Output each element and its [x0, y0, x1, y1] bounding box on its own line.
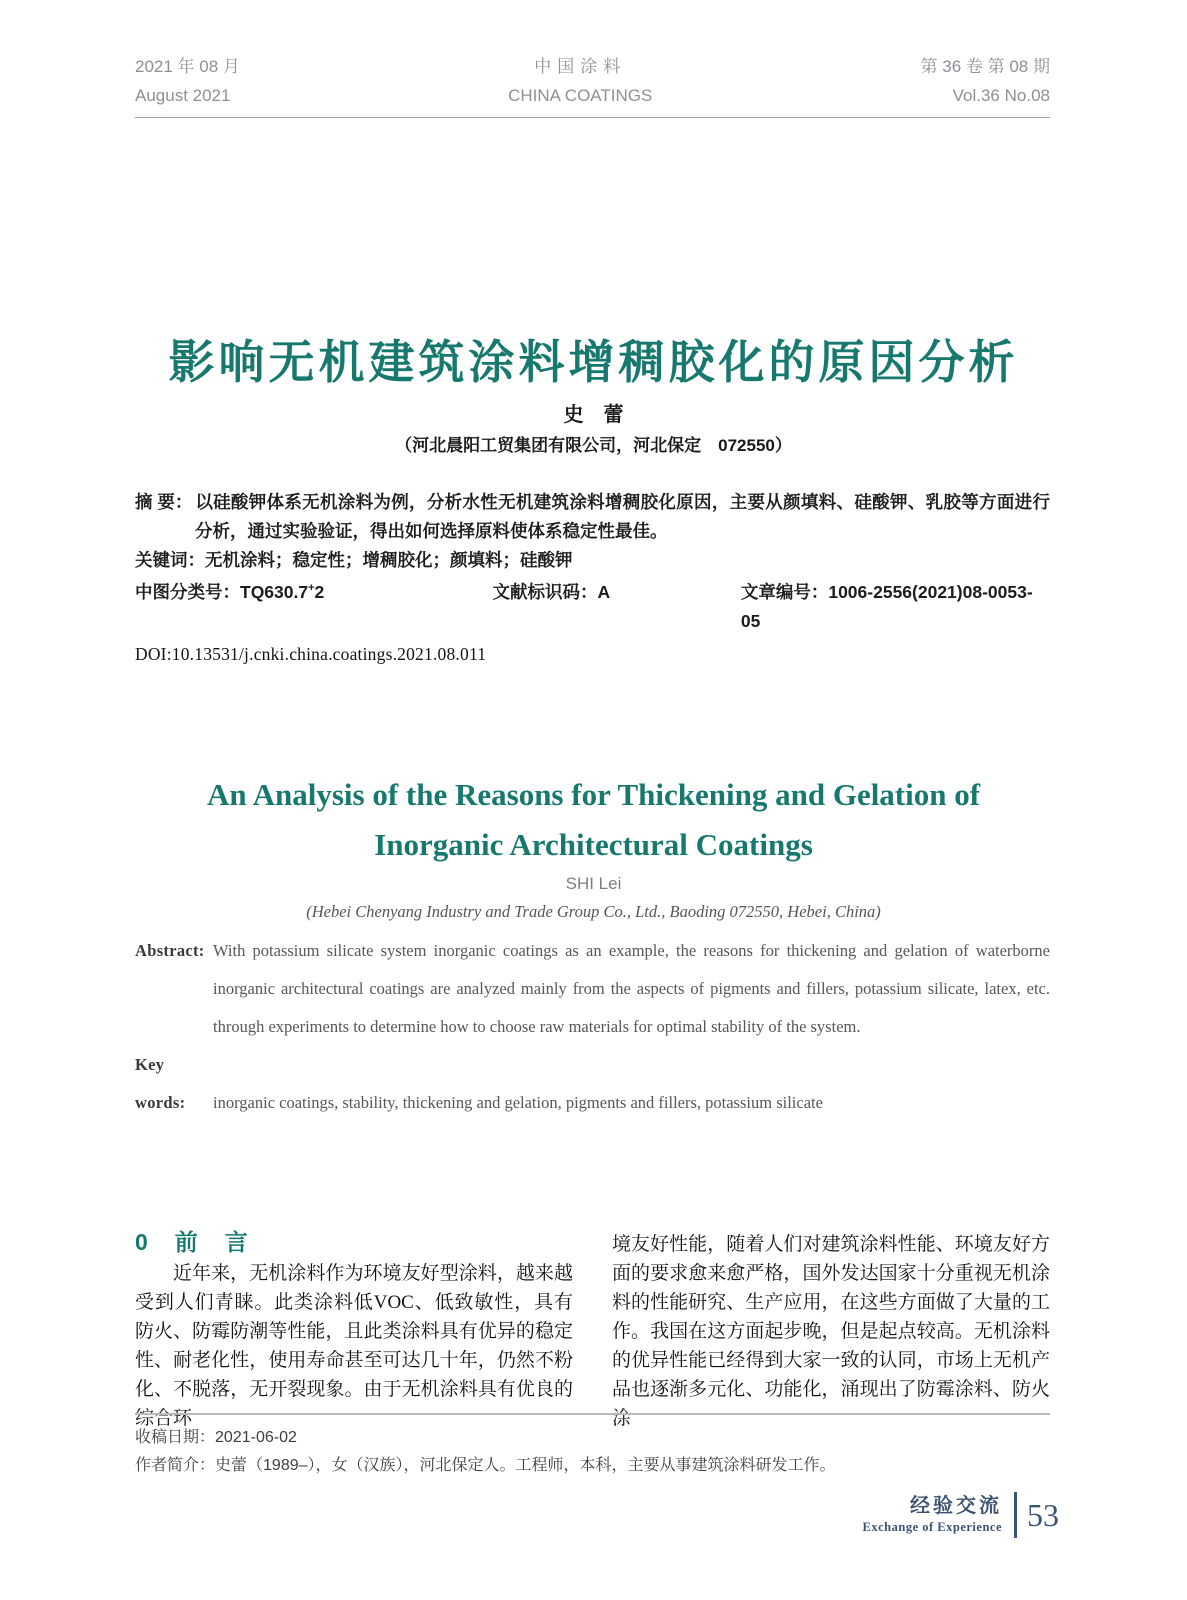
section-0-heading: 0 前 言	[135, 1229, 250, 1255]
title-en-line1: An Analysis of the Reasons for Thickening and Gelation of	[206, 777, 981, 812]
column-footer	[863, 1492, 1059, 1538]
author-name-en: SHI Lei	[565, 874, 622, 893]
author-bio-line	[135, 1452, 1050, 1480]
clc-superscript: +	[308, 582, 315, 595]
author-name-cn: 史 蕾	[563, 404, 624, 426]
header-journal-cn: 中国涂料	[534, 57, 627, 76]
keywords-en	[135, 1046, 1050, 1122]
header-issue	[921, 52, 1050, 110]
article-id: 文章编号：1006-2556(2021)08-0053-05	[740, 582, 1033, 631]
keywords-label-cn: 关键词：	[135, 550, 205, 570]
footnote-block	[135, 1413, 1050, 1480]
body-column-right: 境友好性能，随着人们对建筑涂料性能、环境友好方面的要求愈来愈严格，国外发达国家十分重视无机涂料的性能研究、生产应用，在这些方面做了大量的工作。我国在这方面起步晚，但是起点较高。无机涂料的优异性能已经得到大家一致的认同，市场上无机产品也逐渐多元化、功能化，涌现出了防霉涂料、防火涂	[612, 1234, 1050, 1429]
header-issue-en: Vol.36 No.08	[952, 86, 1050, 105]
document-code: 文献标识码：A	[492, 582, 611, 602]
received-date-value: 2021-06-02	[215, 1429, 297, 1446]
classification-row	[135, 578, 1050, 636]
abstract-cn	[135, 488, 1050, 546]
abstract-en	[135, 932, 1050, 1046]
header-journal-en: CHINA COATINGS	[508, 86, 653, 105]
column-name	[863, 1494, 1002, 1536]
footer-divider-bar	[1014, 1492, 1017, 1538]
affiliation-en: (Hebei Chenyang Industry and Trade Group Co., Ltd., Baoding 072550, Hebei, China)	[306, 902, 881, 921]
header-date-en: August 2021	[135, 86, 231, 105]
title-en-line2: Inorganic Architectural Coatings	[374, 827, 813, 862]
abstract-text-cn: 以硅酸钾体系无机涂料为例，分析水性无机建筑涂料增稠胶化原因，主要从颜填料、硅酸钾、乳胶等方面进行分析，通过实验验证，得出如何选择原料使体系稳定性最佳。	[195, 492, 1050, 541]
affiliation-cn: （河北晨阳工贸集团有限公司，河北保定 072550）	[395, 436, 792, 455]
abstract-label-cn: 摘 要：	[135, 492, 193, 512]
chinese-meta-block	[135, 488, 1050, 669]
english-meta-block	[135, 932, 1050, 1122]
received-date-label: 收稿日期：	[135, 1429, 216, 1446]
header-date	[135, 52, 240, 110]
body-column-left: 近年来，无机涂料作为环境友好型涂料，越来越受到人们青睐。此类涂料低VOC、低致敏性，具有防火、防霉防潮等性能，且此类涂料具有优异的稳定性、耐老化性，使用寿命甚至可达几十年，仍然不粉化、不脱落，无开裂现象。由于无机涂料具有优良的综合环	[135, 1263, 573, 1429]
keywords-label-en: Key words:	[135, 1055, 186, 1112]
abstract-label-en: Abstract:	[135, 941, 205, 960]
clc-number: 中图分类号：TQ630.7+2	[135, 582, 325, 602]
column-name-cn: 经验交流	[910, 1495, 1002, 1517]
article-title-cn: 影响无机建筑涂料增稠胶化的原因分析	[168, 336, 1019, 388]
abstract-text-en: With potassium silicate system inorganic coatings as an example, the reasons for thickening and gelation of waterborne inorganic architectural coatings are analyzed mainly from the aspects of pigments and fillers, potassium silicate, latex, etc. through experiments to determine how to choose raw materials for optimal stability of the system.	[213, 941, 1050, 1036]
header-issue-cn: 第 36 卷 第 08 期	[920, 57, 1050, 76]
author-bio-label: 作者简介：	[135, 1457, 216, 1474]
article-title-en	[0, 770, 1187, 870]
keywords-text-cn: 无机涂料；稳定性；增稠胶化；颜填料；硅酸钾	[205, 550, 573, 570]
header-journal	[508, 52, 652, 110]
doi: DOI:10.13531/j.cnki.china.coatings.2021.08.011	[135, 644, 487, 664]
author-bio-text: 史蕾（1989–），女（汉族），河北保定人。工程师，本科，主要从事建筑涂料研发工作。	[215, 1457, 836, 1474]
column-name-en: Exchange of Experience	[862, 1520, 1002, 1534]
page-number: 53	[1027, 1497, 1059, 1533]
keywords-cn	[135, 546, 1050, 575]
journal-header	[135, 52, 1050, 118]
header-date-cn: 2021 年 08 月	[135, 57, 240, 76]
keywords-text-en: inorganic coatings, stability, thickening and gelation, pigments and fillers, potassium silicate	[213, 1093, 823, 1112]
received-date-line	[135, 1424, 1050, 1452]
